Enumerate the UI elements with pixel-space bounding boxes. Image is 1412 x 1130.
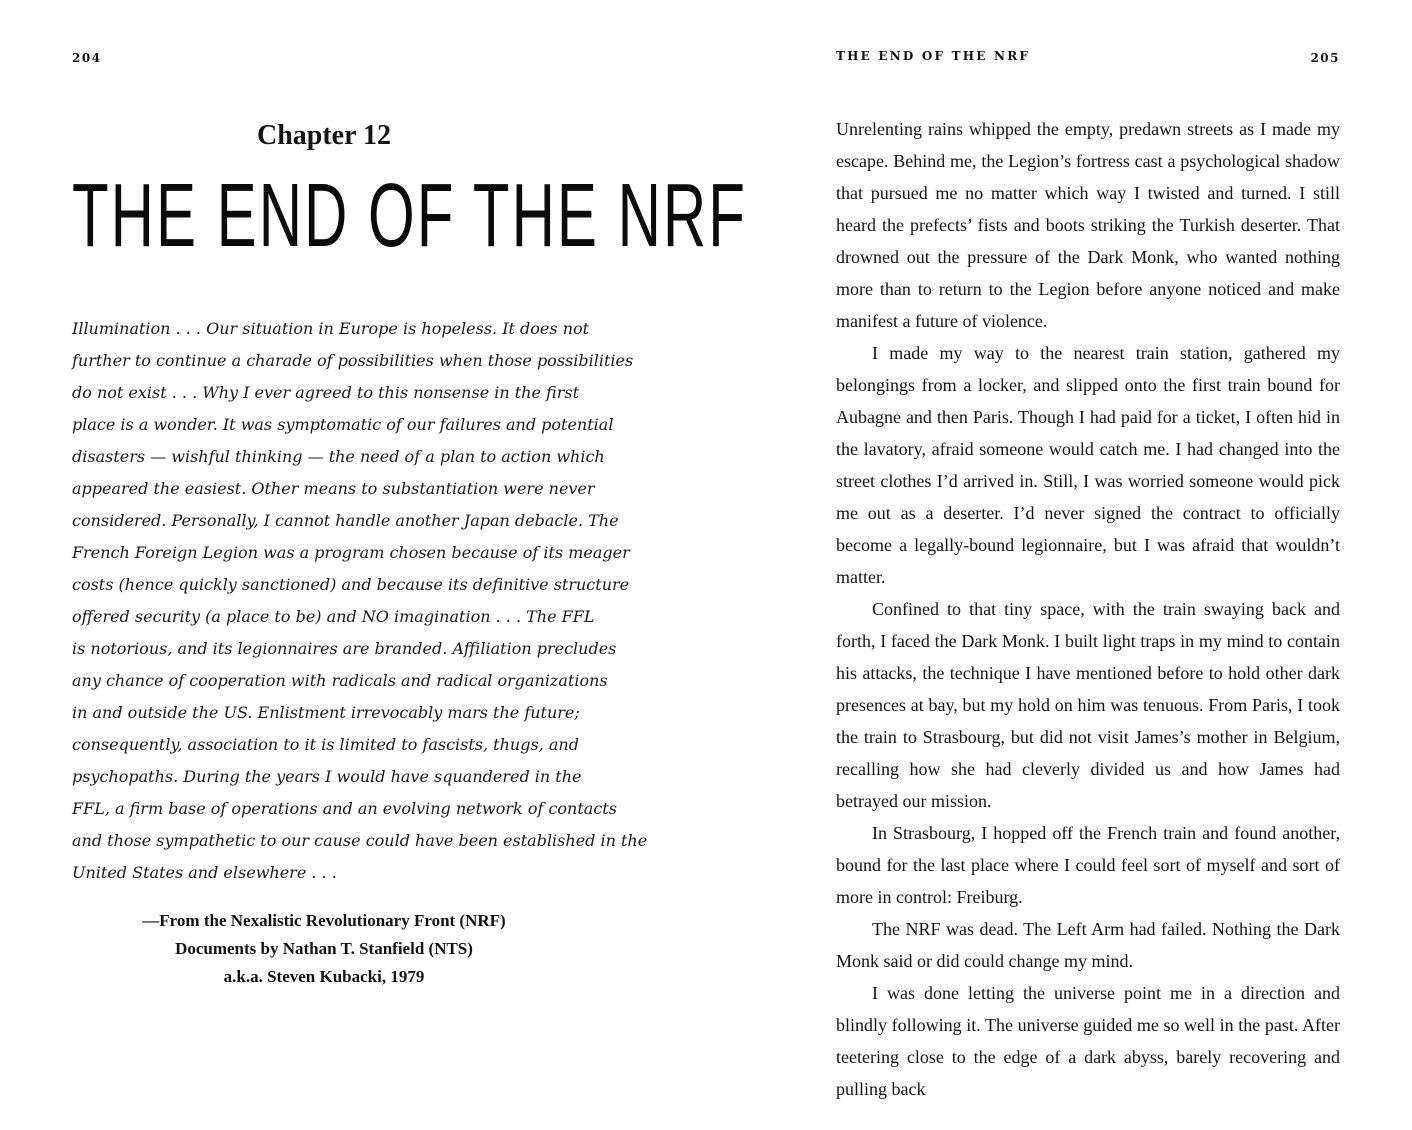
epigraph-line: Illumination . . . Our situation in Europe is hopeless. It does not xyxy=(72,319,590,338)
epigraph-line: appeared the easiest. Other means to substantiation were never xyxy=(72,479,595,498)
epigraph-line: is notorious, and its legionnaires are branded. Affiliation precludes xyxy=(72,639,617,658)
attribution-line: Documents by Nathan T. Stanfield (NTS) xyxy=(175,939,473,958)
right-page xyxy=(706,0,1412,1130)
paragraph: Confined to that tiny space, with the train swaying back and forth, I faced the Dark Monk. I built light traps in my mind to contain his attacks, the technique I have mentioned before to hold other dark presences at bay, but my hold on him was tenuous. From Paris, I took the train to Strasbourg, but did not visit James’s mother in Belgium, recalling how she had cleverly divided us and how James had betrayed our mission. xyxy=(836,599,1340,811)
epigraph-line: do not exist . . . Why I ever agreed to this nonsense in the first xyxy=(72,383,579,402)
attribution-line: a.k.a. Steven Kubacki, 1979 xyxy=(223,967,425,986)
epigraph-line: consequently, association to it is limited to fascists, thugs, and xyxy=(72,735,579,754)
epigraph-line: costs (hence quickly sanctioned) and because its definitive structure xyxy=(72,575,630,594)
epigraph-line: any chance of cooperation with radicals and radical organizations xyxy=(72,671,608,690)
epigraph-attribution xyxy=(72,907,576,991)
paragraph: The NRF was dead. The Left Arm had failed. Nothing the Dark Monk said or did could change my mind. xyxy=(836,919,1340,971)
epigraph-line: United States and elsewhere . . . xyxy=(72,863,337,882)
paragraph: In Strasbourg, I hopped off the French train and found another, bound for the last place where I could feel sort of myself and sort of more in control: Freiburg. xyxy=(836,823,1340,907)
epigraph-line: further to continue a charade of possibilities when those possibilities xyxy=(72,351,634,370)
chapter-label: Chapter 12 xyxy=(256,120,392,151)
paragraph: I made my way to the nearest train station, gathered my belongings from a locker, and slipped onto the first train bound for Aubagne and then Paris. Though I had paid for a ticket, I often hid in the lavatory, afraid someone would catch me. I had changed into the street clothes I’d arrived in. Still, I was worried someone would pick me out as a deserter. I’d never signed the contract to officially become a legally-bound legionnaire, but I was afraid that wouldn’t matter. xyxy=(836,343,1340,587)
epigraph-line: considered. Personally, I cannot handle another Japan debacle. The xyxy=(72,511,619,530)
page-number-right: 205 xyxy=(1310,51,1340,65)
page-number-left: 204 xyxy=(72,51,102,65)
body-text xyxy=(836,113,1340,1105)
epigraph-line: and those sympathetic to our cause could have been established in the xyxy=(72,831,648,850)
epigraph xyxy=(72,313,648,889)
paragraph: I was done letting the universe point me in a direction and blindly following it. The universe guided me so well in the past. After teetering close to the edge of a dark abyss, barely recovering and pulling back xyxy=(836,983,1340,1099)
epigraph-line: place is a wonder. It was symptomatic of our failures and potential xyxy=(72,415,614,434)
epigraph-line: FFL, a firm base of operations and an evolving network of contacts xyxy=(72,799,617,818)
epigraph-line: psychopaths. During the years I would have squandered in the xyxy=(72,767,582,786)
running-head: THE END OF THE NRF xyxy=(836,49,1031,63)
epigraph-line: in and outside the US. Enlistment irrevocably mars the future; xyxy=(72,703,580,722)
chapter-title: THE END OF THE NRF xyxy=(72,165,747,266)
attribution-line: —From the Nexalistic Revolutionary Front (NRF) xyxy=(142,911,506,930)
paragraph: Unrelenting rains whipped the empty, predawn streets as I made my escape. Behind me, the Legion’s fortress cast a psychological shadow that pursued me no matter which way I twisted and turned. I still heard the prefects’ fists and boots striking the Turkish deserter. That drowned out the pressure of the Dark Monk, who wanted nothing more than to return to the Legion before anyone noticed and make manifest a future of violence. xyxy=(836,119,1340,331)
epigraph-line: offered security (a place to be) and NO imagination . . . The FFL xyxy=(72,607,595,626)
epigraph-line: French Foreign Legion was a program chosen because of its meager xyxy=(72,543,630,562)
epigraph-line: disasters — wishful thinking — the need of a plan to action which xyxy=(72,447,605,466)
